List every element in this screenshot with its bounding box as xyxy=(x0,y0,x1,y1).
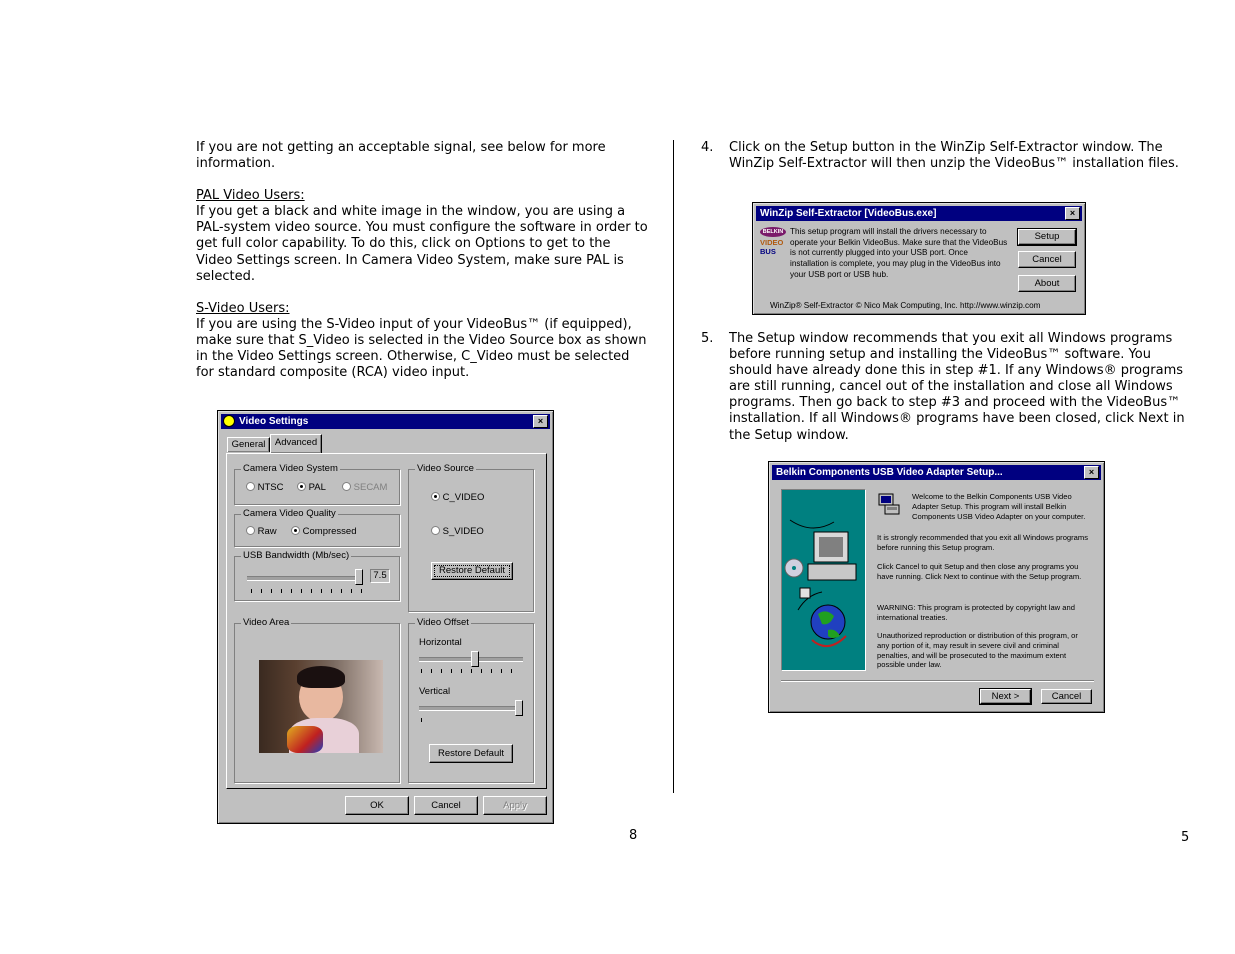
usb-bandwidth-group xyxy=(234,550,400,601)
belkin-videobus-logo xyxy=(759,227,787,257)
vertical-offset-slider[interactable] xyxy=(515,700,523,716)
arrow-curve-top xyxy=(790,520,834,528)
camera-video-quality-label: Camera Video Quality xyxy=(243,508,336,519)
pal-paragraph: If you get a black and white image in the window, you are using a PAL-system video source. You must configure the software in order to get full color capability. To do this, click on Options to get to the Video Settings screen. In Camera Video System, make sure PAL is selected. xyxy=(196,204,648,284)
belkin-setup-dialog xyxy=(768,461,1105,713)
radio-pal-icon xyxy=(297,482,306,491)
radio-pal[interactable]: PAL xyxy=(297,482,326,493)
radio-s-video-icon xyxy=(431,526,440,535)
logo-bus-text: BUS xyxy=(760,247,776,256)
video-preview-image xyxy=(259,660,383,753)
step-5-text: The Setup window recommends that you exit all Windows programs before running setup and installing the VideoBus™ software. You should have already done this in step #1. If any Windows® programs are still running, cancel out of the installation and close all Windows programs. Then go back to step #3 and proceed with the VideoBus™ installation. If all Windows® programs have been closed, click Next in the Setup window. xyxy=(729,331,1185,443)
step-4-text: Click on the Setup button in the WinZip Self-Extractor window. The WinZip Self-Extractor will then unzip the VideoBus™ installation files. xyxy=(729,140,1179,172)
page-divider xyxy=(673,140,674,793)
setup-button[interactable]: Setup xyxy=(1018,229,1076,245)
usb-bandwidth-label: USB Bandwidth (Mb/sec) xyxy=(243,550,350,561)
radio-ntsc[interactable]: NTSC xyxy=(246,482,284,493)
computer-globe-illustration xyxy=(782,490,865,670)
video-settings-dialog xyxy=(217,410,554,824)
cancel-button[interactable]: Cancel xyxy=(414,796,478,815)
winzip-footer: WinZip® Self-Extractor © Nico Mak Computing, Inc. http://www.winzip.com xyxy=(770,301,1041,310)
tab-advanced[interactable]: Advanced xyxy=(270,434,322,453)
usb-bandwidth-value: 7.5 xyxy=(370,569,390,583)
radio-compressed[interactable]: Compressed xyxy=(291,526,357,537)
smiley-icon xyxy=(223,415,235,427)
toy-shape xyxy=(287,726,323,753)
radio-ntsc-icon xyxy=(246,482,255,491)
restore-default-source-button[interactable]: Restore Default xyxy=(431,562,513,580)
horizontal-offset-slider[interactable] xyxy=(471,651,479,667)
radio-raw-icon xyxy=(246,526,255,535)
monitor-screen-shape xyxy=(819,537,843,557)
horizontal-label: Horizontal xyxy=(419,637,462,648)
setup-separator xyxy=(781,680,1094,682)
recommend-text: It is strongly recommended that you exit all Windows programs before running this Setup program. xyxy=(877,533,1089,552)
step-4-number: 4. xyxy=(701,140,714,155)
step-4 xyxy=(701,140,1191,172)
apply-button[interactable]: Apply xyxy=(483,796,547,815)
video-area-group xyxy=(234,617,400,783)
step-5-number: 5. xyxy=(701,331,714,346)
pal-heading: PAL Video Users: xyxy=(196,188,305,204)
left-column-text xyxy=(196,140,651,381)
vertical-track xyxy=(419,706,523,711)
video-area-label: Video Area xyxy=(243,617,290,628)
setup-computer-icon xyxy=(877,492,901,516)
tab-general[interactable]: General xyxy=(227,437,270,452)
belkin-setup-title: Belkin Components USB Video Adapter Setup... xyxy=(776,467,1003,478)
winzip-dialog xyxy=(752,202,1086,315)
belkin-close-icon[interactable]: × xyxy=(1084,466,1099,479)
computer-base-shape xyxy=(808,564,856,580)
ok-button[interactable]: OK xyxy=(345,796,409,815)
winzip-message: This setup program will install the drivers necessary to operate your Belkin VideoBus. Make sure that the VideoBus is not currently plugged into your USB port. Once installation is complete, you may plug in the VideoBus into your USB port or USB hub. xyxy=(790,227,1008,279)
camera-video-system-group xyxy=(234,463,400,505)
video-source-group xyxy=(408,463,534,612)
video-settings-titlebar[interactable] xyxy=(221,414,550,429)
video-offset-group xyxy=(408,617,534,783)
video-source-label: Video Source xyxy=(417,463,474,474)
floppy-shape xyxy=(800,588,810,598)
belkin-setup-titlebar[interactable] xyxy=(772,465,1101,480)
right-page-number: 5 xyxy=(1181,830,1190,845)
usb-bandwidth-slider[interactable] xyxy=(355,569,363,585)
svideo-paragraph: If you are using the S-Video input of your VideoBus™ (if equipped), make sure that S_Video is selected in the Video Source box as shown in the Video Settings screen. Otherwise, C_Video must be selected for standard composite (RCA) video input. xyxy=(196,316,647,381)
winzip-cancel-button[interactable]: Cancel xyxy=(1018,251,1076,268)
setup-teal-panel xyxy=(781,489,866,671)
welcome-text: Welcome to the Belkin Components USB Video Adapter Setup. This program will install Belkin Components USB Video Adapter on your computer. xyxy=(912,492,1086,521)
logo-video-text: VIDEO xyxy=(760,238,784,247)
warning-text: WARNING: This program is protected by copyright law and international treaties. xyxy=(877,603,1075,622)
video-offset-label: Video Offset xyxy=(417,617,469,628)
about-button[interactable]: About xyxy=(1018,275,1076,292)
next-button[interactable]: Next > xyxy=(980,689,1031,704)
setup-cancel-button[interactable]: Cancel xyxy=(1041,689,1092,704)
horizontal-ticks xyxy=(421,669,521,673)
radio-secam[interactable]: SECAM xyxy=(342,482,387,493)
left-page-number: 8 xyxy=(629,828,638,843)
winzip-titlebar[interactable] xyxy=(756,206,1082,221)
radio-secam-icon xyxy=(342,482,351,491)
radio-compressed-icon xyxy=(291,526,300,535)
winzip-close-icon[interactable]: × xyxy=(1065,207,1080,220)
close-icon[interactable]: × xyxy=(533,415,548,428)
radio-c-video-icon xyxy=(431,492,440,501)
usb-bandwidth-ticks xyxy=(251,589,362,593)
intro-paragraph: If you are not getting an acceptable signal, see below for more information. xyxy=(196,140,606,172)
radio-s-video[interactable]: S_VIDEO xyxy=(431,526,484,537)
video-settings-title: Video Settings xyxy=(239,416,309,427)
usb-bandwidth-track xyxy=(247,576,361,581)
step-5 xyxy=(701,331,1191,444)
cancel-info-text: Click Cancel to quit Setup and then close any programs you have running. Click Next to continue with the Setup program. xyxy=(877,562,1082,581)
belkin-logo-oval: BELKIN xyxy=(760,227,786,237)
restore-default-offset-button[interactable]: Restore Default xyxy=(429,744,513,763)
camera-video-quality-group xyxy=(234,508,400,547)
camera-video-system-label: Camera Video System xyxy=(243,463,338,474)
baby-hair-shape xyxy=(297,666,345,688)
vertical-label: Vertical xyxy=(419,686,451,697)
unauthorized-text: Unauthorized reproduction or distribution of this program, or any portion of it, may result in severe civil and criminal penalties, and will be prosecuted to the maximum extent possible under law. xyxy=(877,631,1078,670)
winzip-title: WinZip Self-Extractor [VideoBus.exe] xyxy=(760,208,937,219)
radio-raw[interactable]: Raw xyxy=(246,526,277,537)
cd-disc-center xyxy=(792,566,796,570)
svideo-heading: S-Video Users: xyxy=(196,300,290,316)
vertical-ticks xyxy=(421,718,423,722)
radio-c-video[interactable]: C_VIDEO xyxy=(431,492,484,503)
